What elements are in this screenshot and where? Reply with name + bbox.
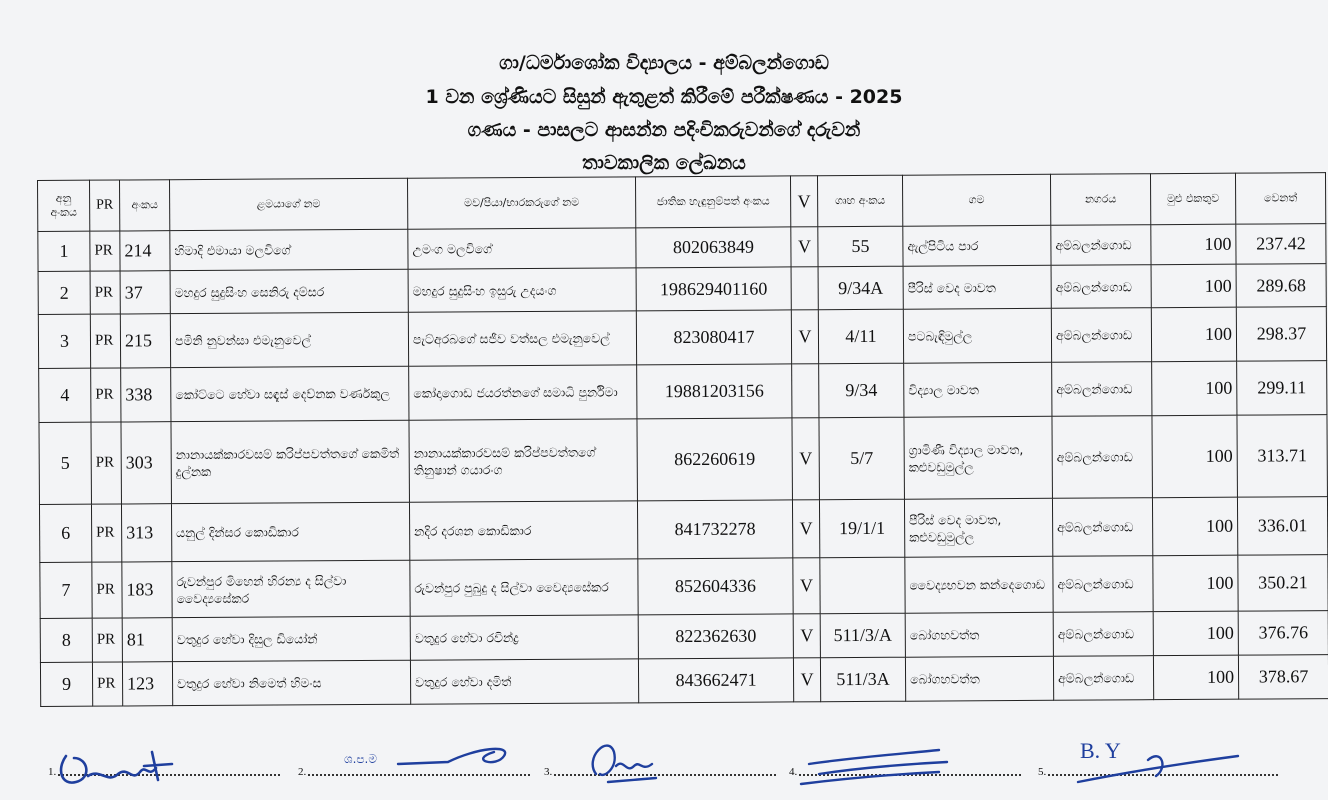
- row-index: 37: [120, 271, 170, 314]
- col-header-total: වෙනත්: [1235, 173, 1325, 225]
- handwritten-signature-5: [1038, 738, 1248, 798]
- parent-name: උමංග මලවිගේ: [408, 228, 636, 269]
- row-pr: PR: [91, 368, 121, 422]
- col-header-nic: ජාතික හැඳුනුම්පත් අංකය: [635, 176, 790, 228]
- applicant-table: [37, 172, 1328, 707]
- parent-name: පැට්අරබගේ සජීව වත්සල එමැනුවෙල්: [408, 311, 636, 366]
- row-pr: PR: [90, 314, 120, 368]
- house-number: 19/1/1: [819, 499, 904, 558]
- signature-slot-2: [298, 738, 530, 800]
- handwritten-signature-2: [298, 738, 518, 798]
- marks-total: 100: [1152, 497, 1237, 556]
- signature-number: 3.: [544, 766, 553, 778]
- row-number: 2: [38, 271, 90, 314]
- verified-mark: V: [791, 310, 818, 364]
- house-number: 511/3/A: [820, 613, 905, 658]
- row-index: 338: [121, 368, 171, 422]
- col-header-pr: PR: [90, 180, 120, 231]
- parent-name: නදිර දරශන කොඩිකාර: [409, 501, 637, 560]
- table-row: [40, 655, 1328, 707]
- row-number: 5: [39, 422, 91, 504]
- category-title: ගණය - පාසලට ආසන්න පදිංචිකරුවන්ගේ දරුවන්: [467, 119, 861, 141]
- house-number: 5/7: [819, 417, 904, 500]
- row-number: 7: [40, 562, 92, 618]
- table-row: [38, 307, 1326, 369]
- house-number: [820, 557, 905, 614]
- col-header-marks: මුළු එකතුව: [1150, 173, 1235, 225]
- parent-name: රුවන්පුර පුබුදු ද සිල්වා වෛද්‍යසේකර: [410, 559, 638, 616]
- col-header-house: ගෘහ අංකය: [817, 175, 902, 227]
- town: අම්බලන්ගොඩ: [1051, 308, 1151, 363]
- verified-mark: V: [791, 227, 818, 267]
- nic-number: 19881203156: [637, 364, 792, 419]
- parent-name: කෝදාගොඩ ජයරත්නගේ සමාධි පුර්නිමා: [409, 365, 637, 420]
- village: බෝගහවත්ත: [905, 612, 1053, 657]
- other-value: 350.21: [1238, 555, 1328, 612]
- other-value: 313.71: [1237, 415, 1327, 498]
- village: බෝගහවත්ත: [905, 656, 1053, 701]
- row-index: 215: [120, 314, 170, 368]
- table-row: [40, 555, 1328, 619]
- town: අම්බලන්ගොඩ: [1051, 265, 1151, 309]
- nic-number: 822362630: [638, 614, 793, 659]
- col-header-idx: අංකය: [120, 180, 170, 231]
- row-number: 1: [38, 231, 90, 271]
- house-number: 4/11: [818, 309, 903, 364]
- house-number: 9/34: [819, 363, 904, 418]
- row-index: 123: [122, 662, 172, 706]
- col-header-no: අනු අංකය: [38, 180, 90, 231]
- child-name: පමිනි නුවන්සා එමැනුවෙල්: [170, 312, 408, 367]
- child-name: නානායක්කාරවසම් කරිප්පවත්තගේ කෙමිත් දුල්නක: [171, 420, 409, 503]
- nic-number: 862260619: [637, 418, 792, 501]
- child-name: මහදුර සුදුසිංහ සෙනිරු දම්සර: [170, 269, 408, 313]
- exam-title: 1 වන ශ්‍රේණියට සිසුන් ඇතුළත් කිරීමේ පරීක්ෂණය - 2025: [425, 86, 903, 108]
- handwritten-signature-4: [789, 738, 959, 798]
- col-header-village: ගම: [902, 174, 1050, 226]
- town: අම්බලන්ගොඩ: [1053, 656, 1153, 701]
- col-header-town: නගරය: [1050, 174, 1150, 226]
- other-value: 298.37: [1236, 307, 1326, 362]
- row-pr: PR: [90, 231, 120, 271]
- verified-mark: [792, 364, 819, 418]
- signature-number: 2.: [298, 766, 307, 778]
- verified-mark: V: [792, 418, 820, 500]
- handwritten-signature-1: [48, 738, 178, 798]
- child-name: රුවන්පුර මිහෙන් හිරන්‍ය ද සිල්වා වෛද්‍යසේකර: [172, 560, 410, 617]
- marks-total: 100: [1153, 555, 1238, 612]
- row-pr: PR: [92, 662, 122, 706]
- child-name: හිමාදි එමායා මලවිගේ: [170, 229, 408, 270]
- verified-mark: [791, 267, 818, 310]
- table-body: [38, 224, 1328, 707]
- row-index: 313: [121, 504, 171, 562]
- table-row: [39, 497, 1327, 563]
- marks-total: 100: [1153, 611, 1238, 656]
- row-number: 8: [40, 618, 92, 662]
- parent-name: නානායක්කාරවසම් කරිප්පවත්තගේ තිනුෂාන් ගයාරංග: [409, 419, 637, 502]
- row-pr: PR: [91, 504, 121, 562]
- signature-slot-1: [48, 738, 280, 800]
- nic-number: 198629401160: [636, 267, 791, 311]
- nic-number: 823080417: [636, 310, 791, 365]
- house-number: 511/3A: [820, 657, 905, 702]
- marks-total: 100: [1152, 361, 1237, 416]
- signature-slot-5: [1038, 738, 1278, 800]
- school-name: ගා/ධර්මාශෝක විද්‍යාලය - අම්බලන්ගොඩ: [499, 52, 829, 74]
- row-pr: PR: [91, 422, 122, 504]
- row-index: 183: [122, 562, 172, 618]
- row-index: 81: [122, 618, 172, 662]
- town: අම්බලන්ගොඩ: [1051, 225, 1151, 266]
- child-name: වතුදුර හේවා දිසුල ඩියෝන්: [172, 616, 410, 661]
- village: පීරිස් වෙද මාවත: [903, 265, 1051, 309]
- row-pr: PR: [92, 562, 122, 618]
- nic-number: 841732278: [637, 500, 792, 559]
- child-name: කෝට්ටෙ හේවා සඳැස් දෙව්නක වර්ණකුල: [171, 366, 409, 421]
- other-value: 237.42: [1236, 224, 1326, 265]
- table-header-row: [38, 173, 1326, 232]
- marks-total: 100: [1151, 264, 1236, 308]
- row-index: 303: [121, 422, 171, 504]
- signature-number: 5.: [1038, 766, 1047, 778]
- town: අම්බලන්ගොඩ: [1052, 362, 1152, 417]
- parent-name: වතුදුර හේවා රවින්ද්‍ර: [410, 615, 638, 660]
- col-header-child-name: ළමයාගේ නම: [170, 178, 408, 230]
- row-number: 9: [40, 662, 92, 706]
- other-value: 378.67: [1238, 655, 1328, 700]
- other-value: 299.11: [1237, 361, 1327, 416]
- verified-mark: V: [792, 500, 819, 558]
- row-index: 214: [120, 231, 170, 271]
- village: විද්‍යාල මාවත: [904, 362, 1052, 417]
- col-header-v: V: [790, 176, 817, 227]
- parent-name: මහදුර සුදුසිංහ ඉසුරු උදයංග: [408, 268, 636, 312]
- verified-mark: V: [793, 658, 820, 702]
- doc-type-title: තාවකාලික ලේඛනය: [582, 152, 746, 174]
- parent-name: වතුදුර හේවා දමිත්: [410, 659, 638, 704]
- handwritten-signature-5-text: B. Y: [1080, 738, 1121, 763]
- row-number: 3: [38, 314, 90, 368]
- signature-slot-4: [789, 738, 1021, 800]
- table-row: [39, 415, 1327, 505]
- village: පීරිස් වෙද මාවත, කළුවඩුමුල්ල: [904, 498, 1052, 557]
- marks-total: 100: [1151, 224, 1236, 265]
- nic-number: 852604336: [638, 558, 793, 615]
- verified-mark: V: [793, 614, 820, 658]
- town: අම්බලන්ගොඩ: [1052, 416, 1152, 499]
- table-row: [40, 611, 1328, 663]
- child-name: යනුල් දින්සර කොඩිකාර: [171, 502, 409, 561]
- row-pr: PR: [90, 271, 120, 314]
- town: අම්බලන්ගොඩ: [1053, 556, 1153, 613]
- marks-total: 100: [1152, 415, 1237, 498]
- row-pr: PR: [92, 618, 122, 662]
- row-number: 6: [39, 504, 91, 562]
- town: අම්බලන්ගොඩ: [1053, 612, 1153, 657]
- nic-number: 843662471: [638, 658, 793, 703]
- child-name: වතුදුර හේවා නිමෙත් හිමංස: [172, 660, 410, 705]
- signature-number: 1.: [48, 766, 57, 778]
- other-value: 289.68: [1236, 264, 1326, 308]
- table-row: [39, 361, 1327, 423]
- verified-mark: V: [793, 558, 820, 614]
- row-number: 4: [39, 368, 91, 422]
- village: ග්‍රාමිණී විද්‍යාල මාවත, කළුවඩුමුල්ල: [904, 416, 1052, 499]
- signature-slot-3: [544, 738, 776, 800]
- handwritten-signature-2-text: ශ.ප.ම: [344, 752, 377, 766]
- house-number: 55: [818, 226, 903, 267]
- handwritten-signature-3: [544, 738, 664, 798]
- village: වෛද්‍යභවන කන්දෙගොඩ: [905, 556, 1053, 613]
- signature-row: [0, 738, 1328, 800]
- marks-total: 100: [1151, 307, 1236, 362]
- col-header-parent-name: මව/පියා/භාරකරුගේ නම: [407, 177, 635, 229]
- village: පටබැඳිමුල්ල: [903, 308, 1051, 363]
- marks-total: 100: [1153, 655, 1238, 700]
- other-value: 376.76: [1238, 611, 1328, 656]
- village: ඇල්පිටිය පාර: [903, 225, 1051, 266]
- signature-number: 4.: [789, 766, 798, 778]
- house-number: 9/34A: [818, 266, 903, 310]
- other-value: 336.01: [1237, 497, 1327, 556]
- town: අම්බලන්ගොඩ: [1052, 498, 1152, 557]
- nic-number: 802063849: [636, 227, 791, 268]
